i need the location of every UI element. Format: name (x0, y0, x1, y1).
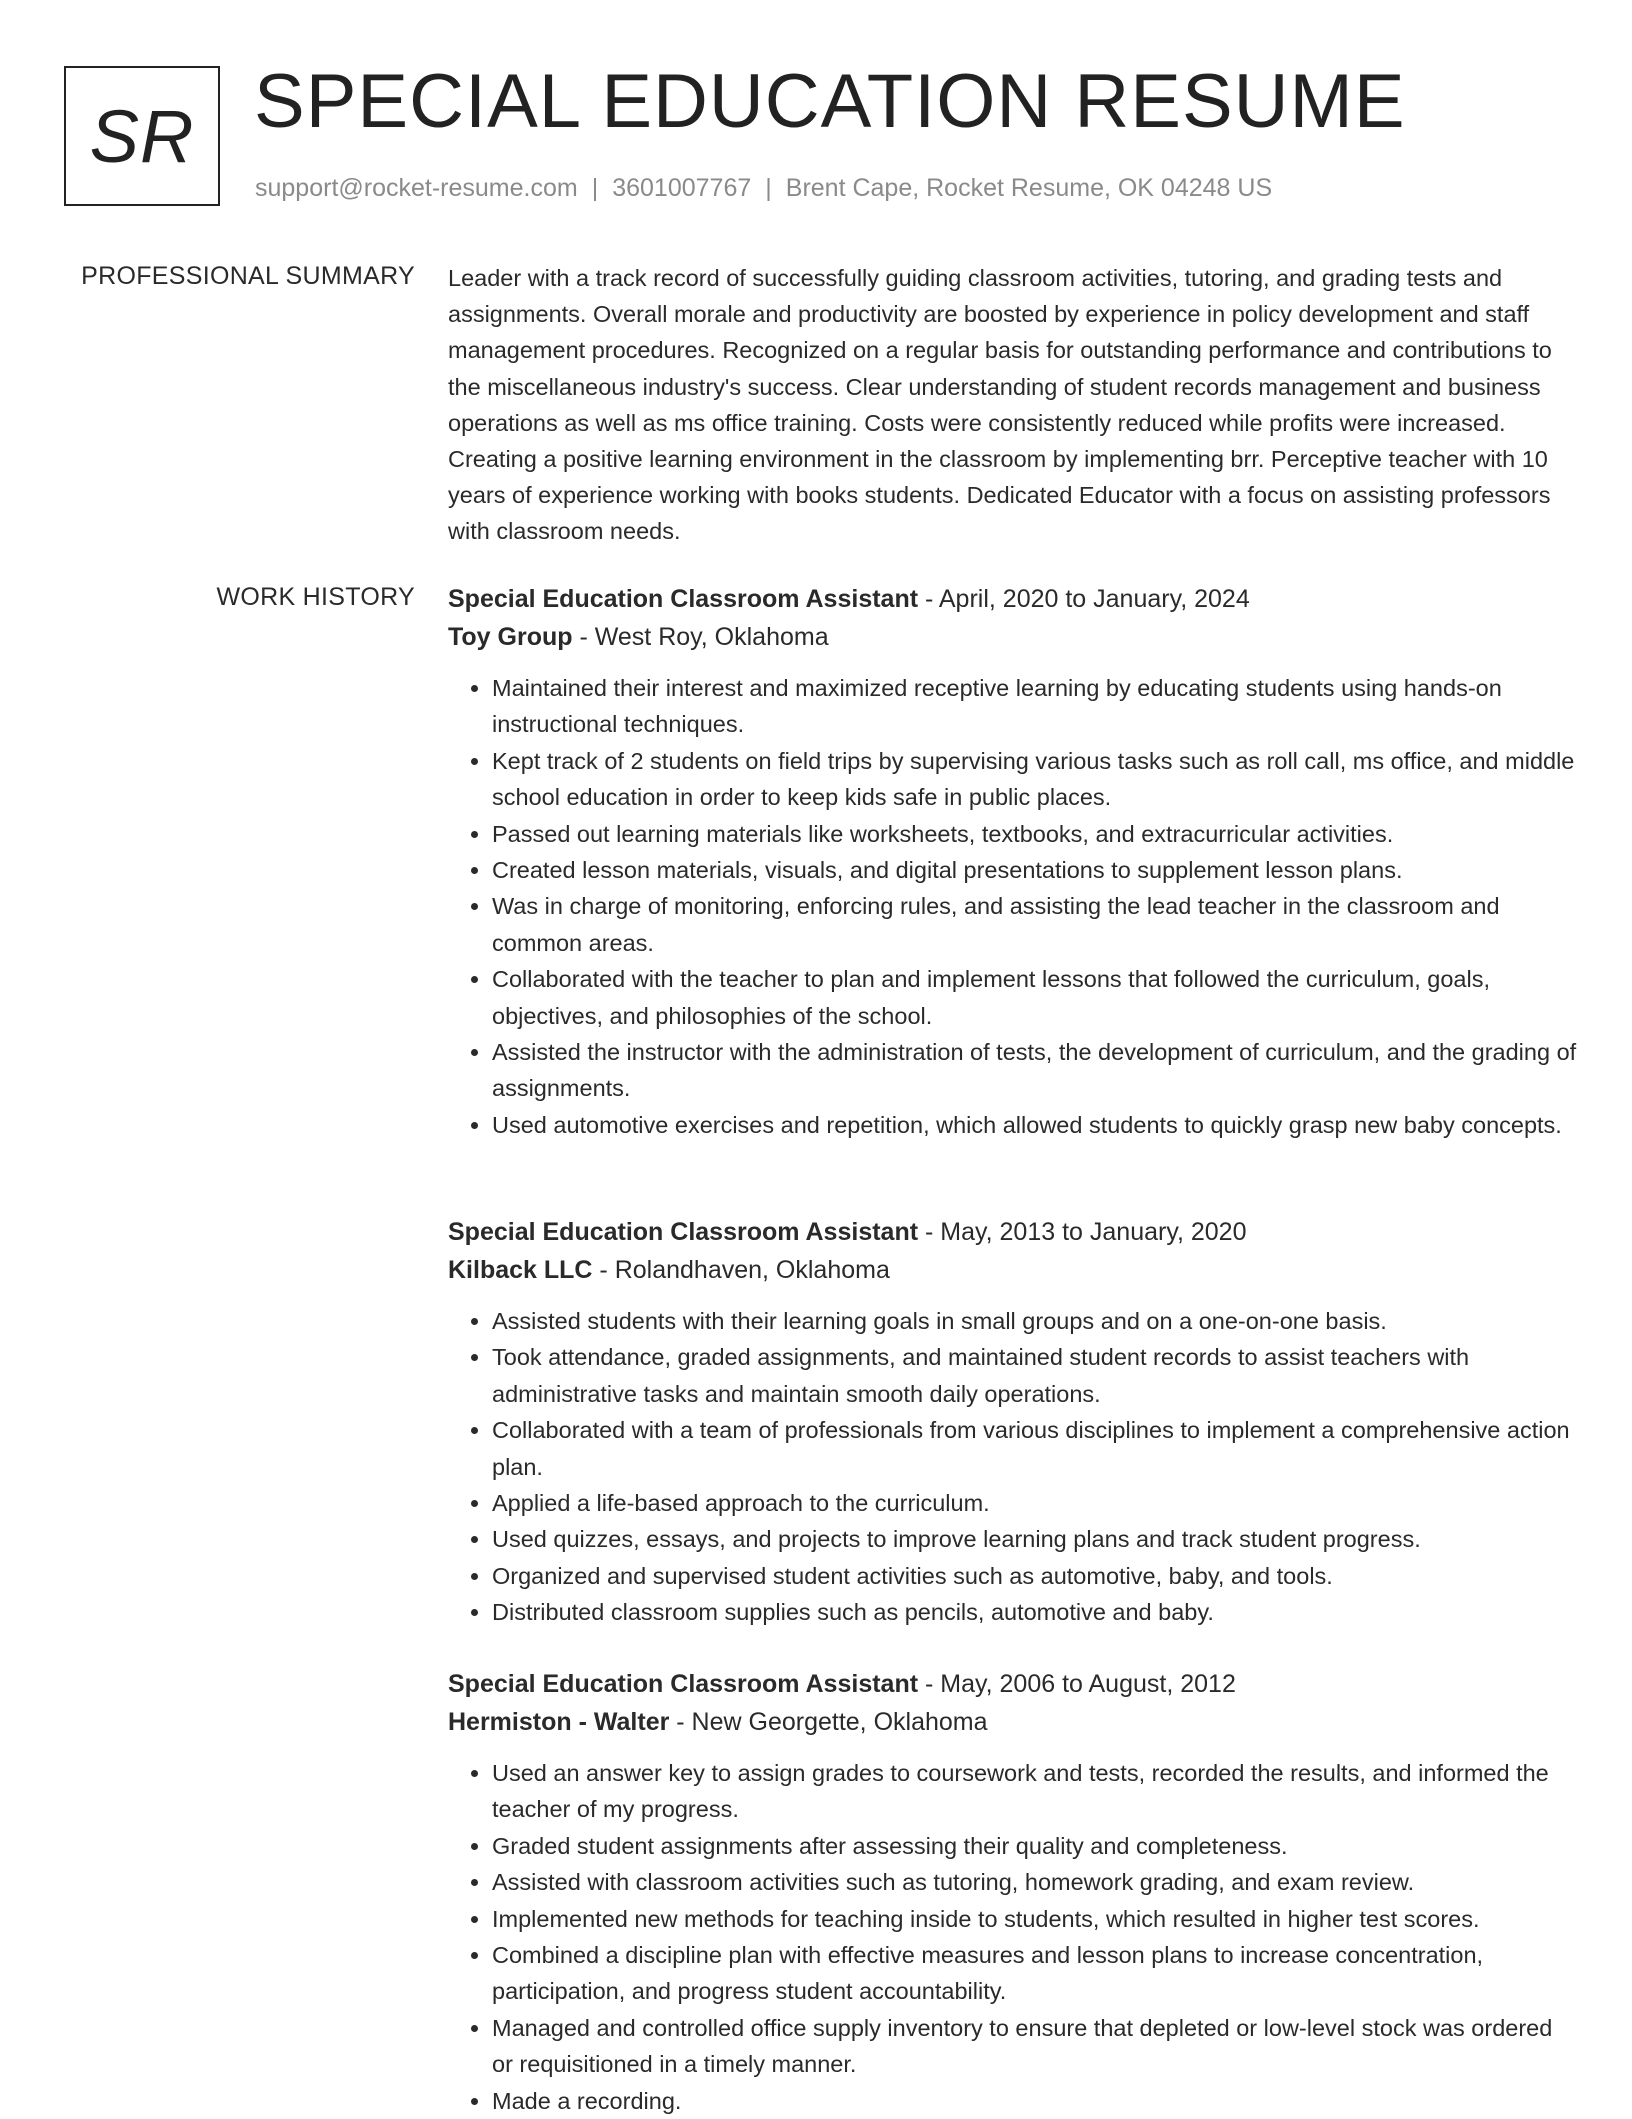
job-bullet: • Graded student assignments after assessing their quality and completeness. (492, 1828, 1578, 1864)
job-title: Special Education Classroom Assistant (448, 1670, 919, 1698)
job-dates: - April, 2020 to January, 2024 (918, 585, 1250, 613)
job-entry (448, 580, 1578, 1143)
job-company-line (448, 618, 1578, 656)
job-dates: - May, 2006 to August, 2012 (918, 1670, 1236, 1698)
job-bullet: • Distributed classroom supplies such as pencils, automotive and baby. (492, 1594, 1578, 1630)
job-bullet: • Kept track of 2 students on field trips by supervising various tasks such as roll call, ms office, and middle school education in order to keep kids safe in public places. (492, 743, 1578, 816)
monogram-box (64, 66, 220, 206)
job-bullets (448, 1303, 1578, 1631)
job-location: - Rolandhaven, Oklahoma (592, 1256, 890, 1284)
job-bullet: • Passed out learning materials like worksheets, textbooks, and extracurricular activities. (492, 816, 1578, 852)
job-dates: - May, 2013 to January, 2020 (918, 1218, 1247, 1246)
job-bullet: • Used an answer key to assign grades to coursework and tests, recorded the results, and informed the teacher of my progress. (492, 1755, 1578, 1828)
job-bullet: • Collaborated with a team of professionals from various disciplines to implement a comprehensive action plan. (492, 1412, 1578, 1485)
monogram-initials: SR (89, 94, 195, 178)
job-location: - New Georgette, Oklahoma (669, 1708, 988, 1736)
job-bullet: • Implemented new methods for teaching inside to students, which resulted in higher test scores. (492, 1901, 1578, 1937)
job-company-line (448, 1703, 1578, 1741)
contact-separator: | (765, 174, 772, 202)
job-entry (448, 1665, 1578, 2119)
job-bullets (448, 1755, 1578, 2119)
job-company: Hermiston - Walter (448, 1708, 670, 1736)
job-entry (448, 1213, 1578, 1631)
contact-phone: 3601007767 (612, 174, 752, 202)
contact-line (255, 174, 1272, 203)
job-bullet: • Assisted with classroom activities such as tutoring, homework grading, and exam review. (492, 1864, 1578, 1900)
job-company: Kilback LLC (448, 1256, 593, 1284)
contact-email: support@rocket-resume.com (255, 174, 578, 202)
job-bullet: • Organized and supervised student activities such as automotive, baby, and tools. (492, 1558, 1578, 1594)
job-title-line (448, 580, 1578, 618)
job-title: Special Education Classroom Assistant (448, 1218, 919, 1246)
job-title-line (448, 1665, 1578, 1703)
contact-address: Brent Cape, Rocket Resume, OK 04248 US (785, 174, 1273, 202)
page-title: SPECIAL EDUCATION RESUME (254, 59, 1406, 144)
job-bullet: • Made a recording. (492, 2083, 1578, 2119)
job-company: Toy Group (448, 623, 573, 651)
job-bullet: • Combined a discipline plan with effective measures and lesson plans to increase concentration, participation, and progress student accountability. (492, 1937, 1578, 2010)
job-location: - West Roy, Oklahoma (572, 623, 829, 651)
job-title: Special Education Classroom Assistant (448, 585, 919, 613)
job-bullet: • Was in charge of monitoring, enforcing rules, and assisting the lead teacher in the classroom and common areas. (492, 888, 1578, 961)
job-title-line (448, 1213, 1578, 1251)
section-label-work-history: WORK HISTORY (216, 583, 415, 611)
job-bullets (448, 670, 1578, 1143)
job-bullet: • Used automotive exercises and repetition, which allowed students to quickly grasp new baby concepts. (492, 1107, 1578, 1143)
job-bullet: • Maintained their interest and maximized receptive learning by educating students using hands-on instructional techniques. (492, 670, 1578, 743)
contact-separator: | (591, 174, 599, 202)
job-bullet: • Applied a life-based approach to the curriculum. (492, 1485, 1578, 1521)
job-bullet: • Created lesson materials, visuals, and digital presentations to supplement lesson plans. (492, 852, 1578, 888)
summary-text: Leader with a track record of successfully guiding classroom activities, tutoring, and grading tests and assignments. Overall morale and productivity are boosted by experience in policy development and staff management procedures. Recognized on a regular basis for outstanding performance and contributions to the miscellaneous industry's success. Clear understanding of student records management and business operations as well as ms office training. Costs were consistently reduced while profits were increased. Creating a positive learning environment in the classroom by implementing brr. Perceptive teacher with 10 years of experience working with books students. Dedicated Educator with a focus on assisting professors with classroom needs. (448, 265, 1552, 545)
job-bullet: • Assisted students with their learning goals in small groups and on a one-on-one basis. (492, 1303, 1578, 1339)
job-bullet: • Took attendance, graded assignments, and maintained student records to assist teachers with administrative tasks and maintain smooth daily operations. (492, 1339, 1578, 1412)
job-company-line (448, 1251, 1578, 1289)
job-bullet: • Collaborated with the teacher to plan and implement lessons that followed the curriculum, goals, objectives, and philosophies of the school. (492, 961, 1578, 1034)
section-label-summary: PROFESSIONAL SUMMARY (81, 262, 415, 290)
job-bullet: • Assisted the instructor with the administration of tests, the development of curriculum, and the grading of assignments. (492, 1034, 1578, 1107)
job-bullet: • Used quizzes, essays, and projects to improve learning plans and track student progress. (492, 1521, 1578, 1557)
job-bullet: • Managed and controlled office supply inventory to ensure that depleted or low-level stock was ordered or requisitioned in a timely manner. (492, 2010, 1578, 2083)
